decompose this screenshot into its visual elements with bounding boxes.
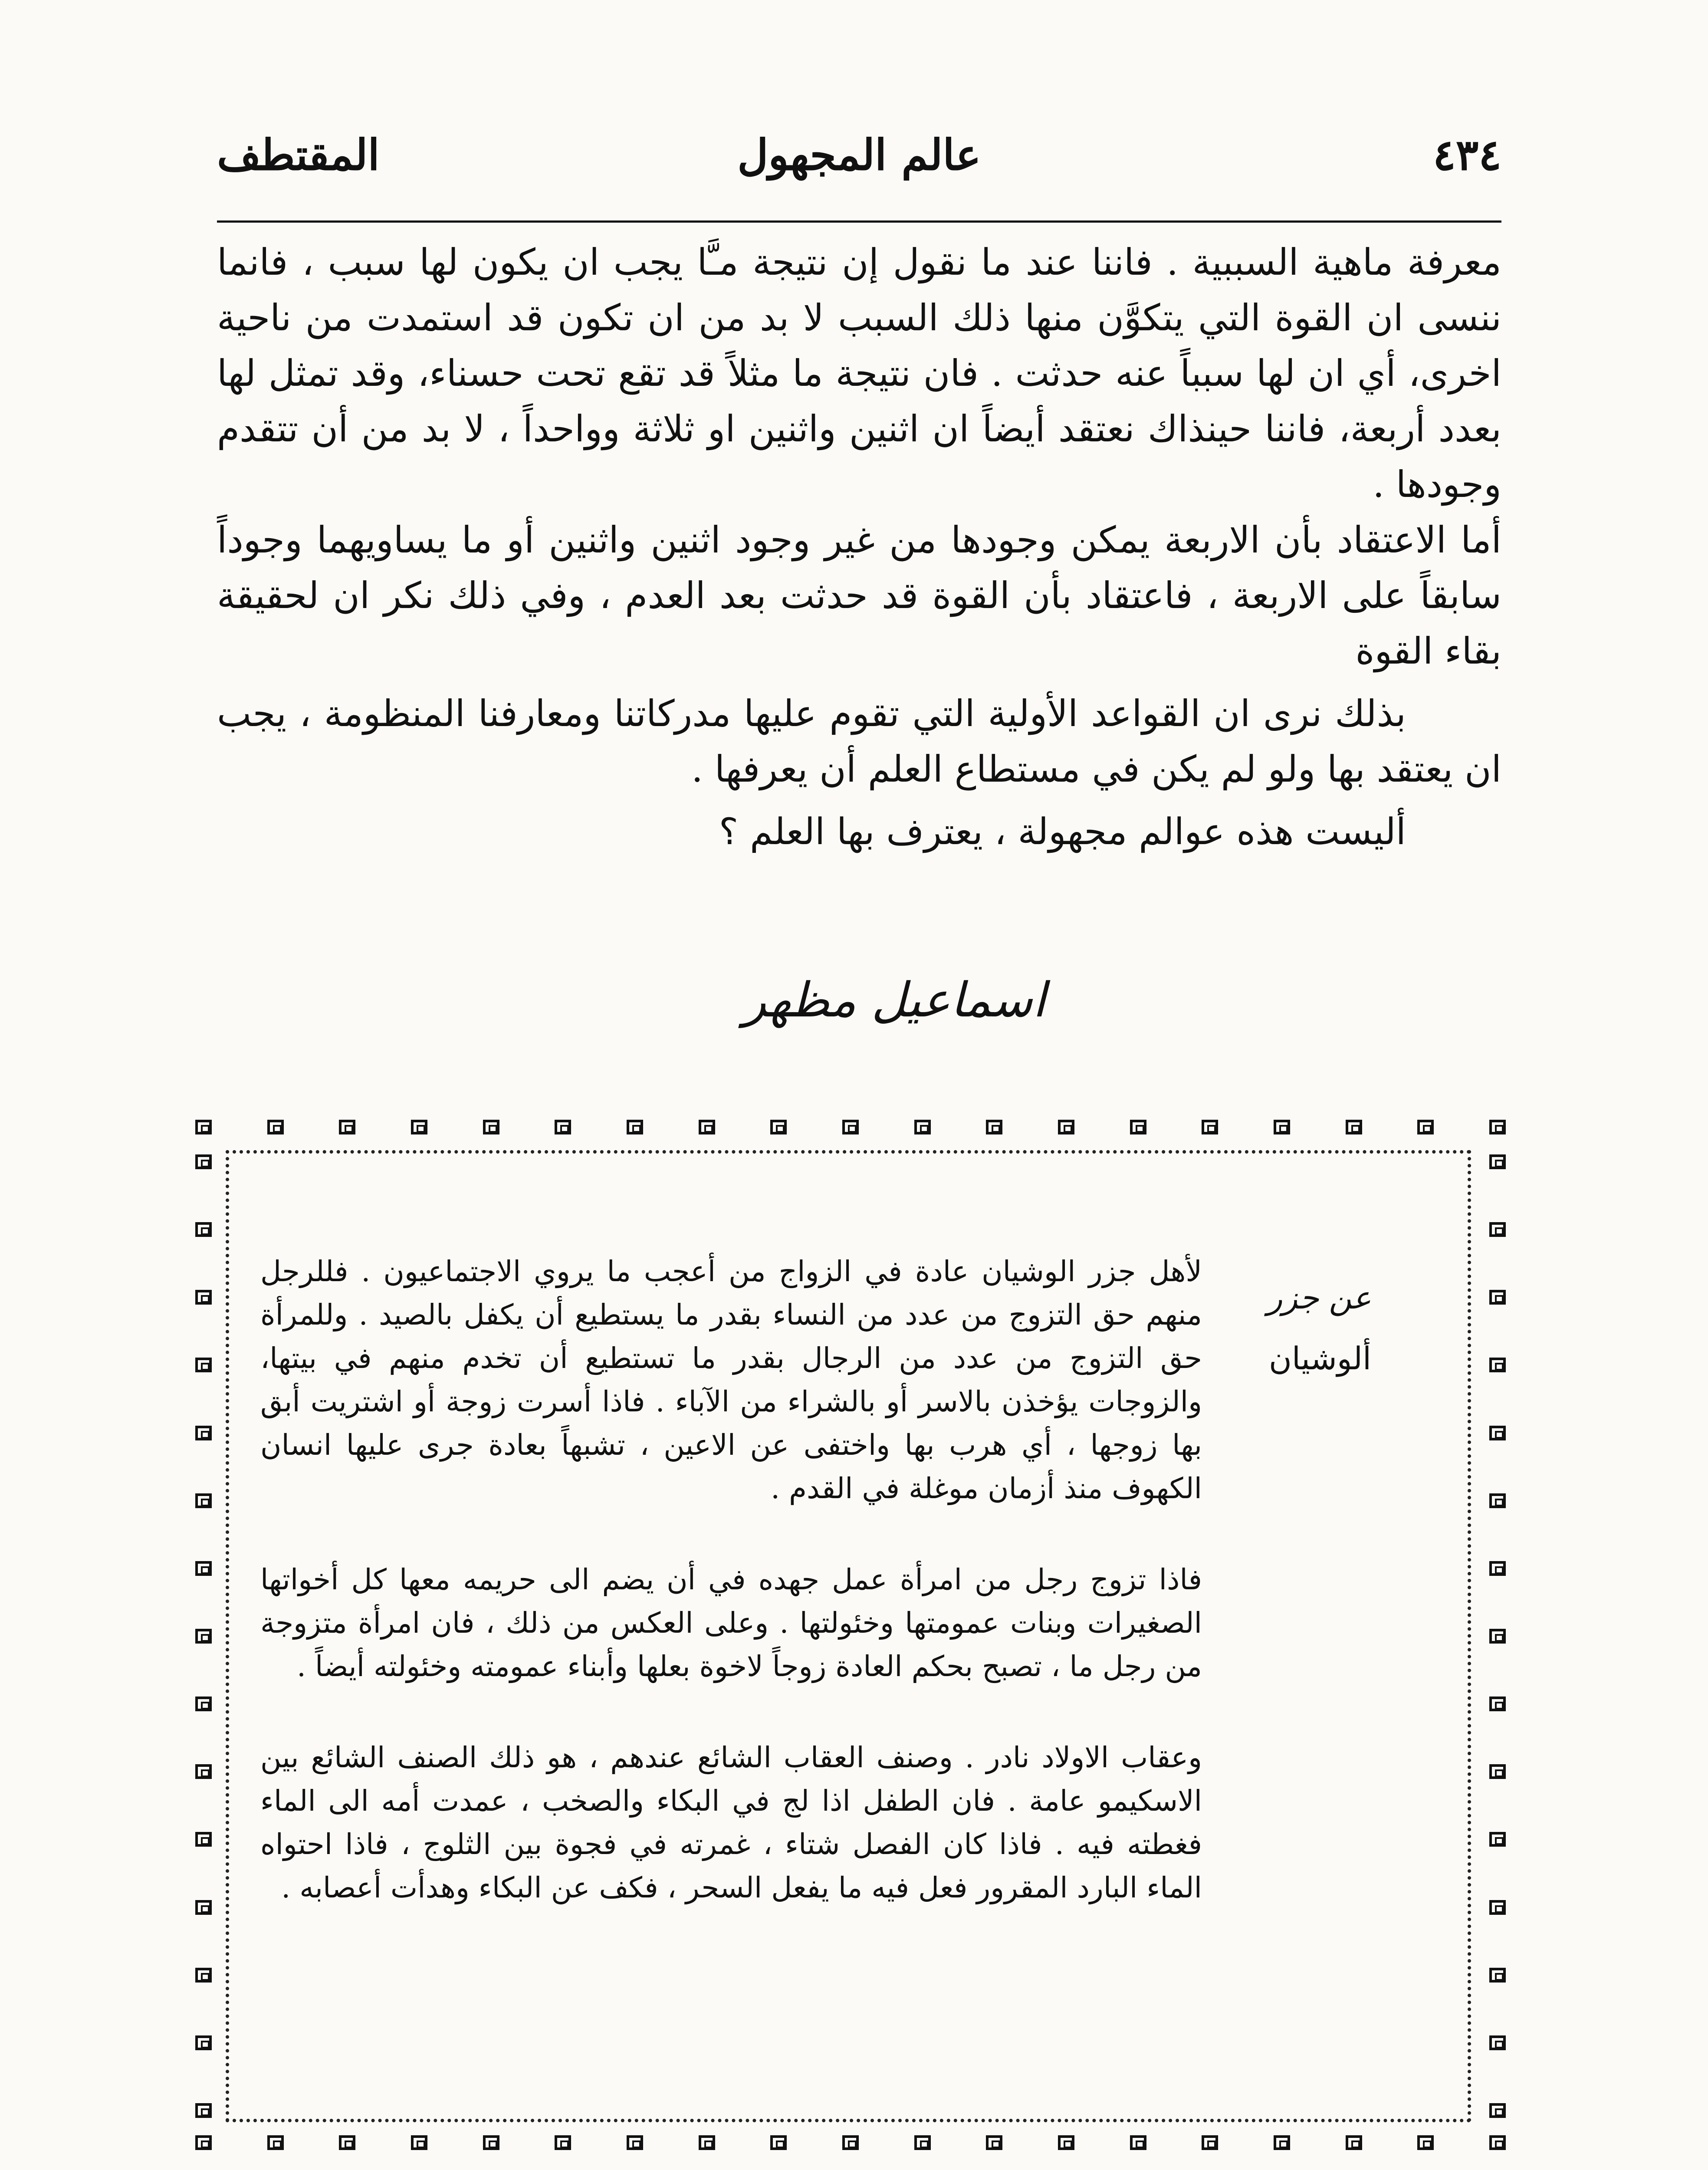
ornament-square: [339, 1120, 355, 1134]
ornament-square: [699, 2135, 715, 2150]
ornament-square: [1489, 1120, 1506, 1134]
ornament-square: [842, 1120, 859, 1134]
ornament-square: [195, 1290, 212, 1305]
ornament-square: [267, 1120, 284, 1134]
ornament-square: [1489, 1629, 1506, 1644]
ornament-square: [1489, 2135, 1506, 2150]
ornament-square: [195, 1120, 212, 1134]
ornament-square: [555, 1120, 571, 1134]
ornament-square: [1489, 1154, 1506, 1169]
ornament-square: [195, 1426, 212, 1440]
ornament-square: [1489, 1426, 1506, 1440]
ornament-square: [770, 1120, 787, 1134]
ornament-square: [1202, 1120, 1218, 1134]
ornament-square: [986, 2135, 1002, 2150]
ornament-square: [1202, 2135, 1218, 2150]
box-paragraph: وعقاب الاولاد نادر . وصنف العقاب الشائع عندهم ، هو ذلك الصنف الشائع بين الاسكيمو عامة . فان الطفل اذا لج في البكاء والصخب ، عمدت أمه الى الماء فغطته فيه . فاذا كان الفصل شتاء ، غمرته في فجوة بين الثلوج ، فاذا احتواه الماء البارد المقرور فعل فيه ما يفعل السحر ، فكف عن البكاء وهدأت أعصابه .: [260, 1741, 1202, 1904]
ornament-square: [1489, 2103, 1506, 2118]
ornament-border-right: [1489, 1154, 1506, 2118]
ornament-square: [1489, 1493, 1506, 1508]
ornament-square: [195, 1629, 212, 1644]
ornament-square: [1489, 1561, 1506, 1576]
ornament-square: [1489, 1697, 1506, 1711]
ornament-square: [195, 1493, 212, 1508]
ornament-square: [195, 2103, 212, 2118]
side-note-line: عن جزر: [1267, 1279, 1371, 1316]
ornament-square: [195, 1832, 212, 1847]
ornament-square: [483, 1120, 499, 1134]
ornament-square: [195, 1222, 212, 1237]
box-side-note: [1224, 1267, 1371, 1389]
ornament-square: [195, 2135, 212, 2150]
ornament-square: [1130, 2135, 1146, 2150]
ornament-square: [1058, 1120, 1074, 1134]
article-paragraph: بذلك نرى ان القواعد الأولية التي تقوم عليها مدركاتنا ومعارفنا المنظومة ، يجب ان يعتقد بها ولو لم يكن في مستطاع العلم أن يعرفها .: [217, 692, 1501, 790]
author-signature: اسماعيل مظهر: [743, 972, 1046, 1028]
ornament-square: [914, 2135, 931, 2150]
running-header: [217, 117, 1501, 204]
ornament-border-top: [195, 1120, 1506, 1134]
ornament-square: [1274, 1120, 1290, 1134]
ornament-square: [627, 2135, 643, 2150]
ornament-square: [555, 2135, 571, 2150]
ornament-square: [195, 2035, 212, 2050]
ornament-square: [1489, 1290, 1506, 1305]
page-number: ٤٣٤: [1433, 130, 1501, 180]
box-paragraph: فاذا تزوج رجل من امرأة عمل جهده في أن يضم الى حريمه معها كل أخواتها الصغيرات وبنات عمومتها وخئولتها . وعلى العكس من ذلك ، فان امرأة متزوجة من رجل ما ، تصبح بحكم العادة زوجاً لاخوة بعلها وأبناء عمومته وخئولته أيضاً .: [260, 1563, 1202, 1683]
ornament-square: [195, 1561, 212, 1576]
ornament-square: [1346, 2135, 1362, 2150]
article-paragraph: معرفة ماهية السببية . فاننا عند ما نقول إن نتيجة مـَّا يجب ان يكون لها سبب ، فانما ننسى ان القوة التي يتكوَّن منها ذلك السبب لا بد من ان تكون قد استمدت من ناحية اخرى، أي ان لها سبباً عنه حدثت . فان نتيجة ما مثلاً قد تقع تحت حسناء، وقد تمثل لها بعدد أربعة، فاننا حينذاك نعتقد أيضاً ان اثنين واثنين او ثلاثة وواحداً ، لا بد من أن تتقدم وجودها .: [217, 241, 1501, 506]
ornament-square: [1489, 1968, 1506, 1983]
ornament-square: [1489, 1832, 1506, 1847]
ornament-square: [914, 1120, 931, 1134]
ornament-square: [1417, 1120, 1434, 1134]
ornament-square: [1417, 2135, 1434, 2150]
ornament-square: [1274, 2135, 1290, 2150]
ornament-square: [195, 1154, 212, 1169]
ornament-border-left: [195, 1154, 212, 2118]
ornament-square: [1489, 1900, 1506, 1915]
ornament-square: [1489, 1358, 1506, 1372]
ornament-square: [483, 2135, 499, 2150]
ornament-square: [1489, 2035, 1506, 2050]
ornament-square: [1346, 1120, 1362, 1134]
ornament-square: [339, 2135, 355, 2150]
ornament-square: [627, 1120, 643, 1134]
ornament-square: [195, 1900, 212, 1915]
ornament-square: [1489, 1764, 1506, 1779]
ornament-square: [411, 2135, 427, 2150]
ornament-square: [1130, 1120, 1146, 1134]
side-note-line: ألوشيان: [1268, 1340, 1371, 1377]
ornament-border-bottom: [195, 2135, 1506, 2150]
article-paragraph: أليست هذه عوالم مجهولة ، يعترف بها العلم ؟: [719, 810, 1406, 853]
box-body: [260, 1250, 1202, 1910]
ornament-square: [986, 1120, 1002, 1134]
ornament-square: [1058, 2135, 1074, 2150]
ornament-square: [195, 1968, 212, 1983]
ornament-square: [267, 2135, 284, 2150]
box-paragraph: لأهل جزر الوشيان عادة في الزواج من أعجب ما يروي الاجتماعيون . فللرجل منهم حق التزوج من عدد من النساء بقدر ما يستطيع أن يكفل بالصيد . وللمرأة حق التزوج من عدد من الرجال بقدر ما تستطيع أن تخدم منهم في بيتها، والزوجات يؤخذن بالاسر أو بالشراء من الآباء . فاذا أسرت زوجة أو اشتريت أبق بها زوجها ، أي هرب بها واختفى عن الاعين ، تشبهاً بعادة جرى عليها انسان الكهوف منذ أزمان موغلة في القدم .: [260, 1255, 1202, 1505]
ornament-square: [411, 1120, 427, 1134]
journal-name: المقتطف: [217, 130, 380, 180]
ornament-square: [1489, 1222, 1506, 1237]
running-title: عالم المجهول: [737, 130, 981, 180]
ornament-square: [770, 2135, 787, 2150]
article-body: [217, 234, 1501, 859]
ornament-square: [842, 2135, 859, 2150]
ornament-square: [699, 1120, 715, 1134]
header-rule: [217, 220, 1501, 223]
ornament-square: [195, 1697, 212, 1711]
article-paragraph: أما الاعتقاد بأن الاربعة يمكن وجودها من غير وجود اثنين واثنين أو ما يساويهما وجوداً سابقاً على الاربعة ، فاعتقاد بأن القوة قد حدثت بعد العدم ، وفي ذلك نكر ان لحقيقة بقاء القوة: [217, 519, 1501, 672]
ornament-square: [195, 1358, 212, 1372]
ornament-square: [195, 1764, 212, 1779]
